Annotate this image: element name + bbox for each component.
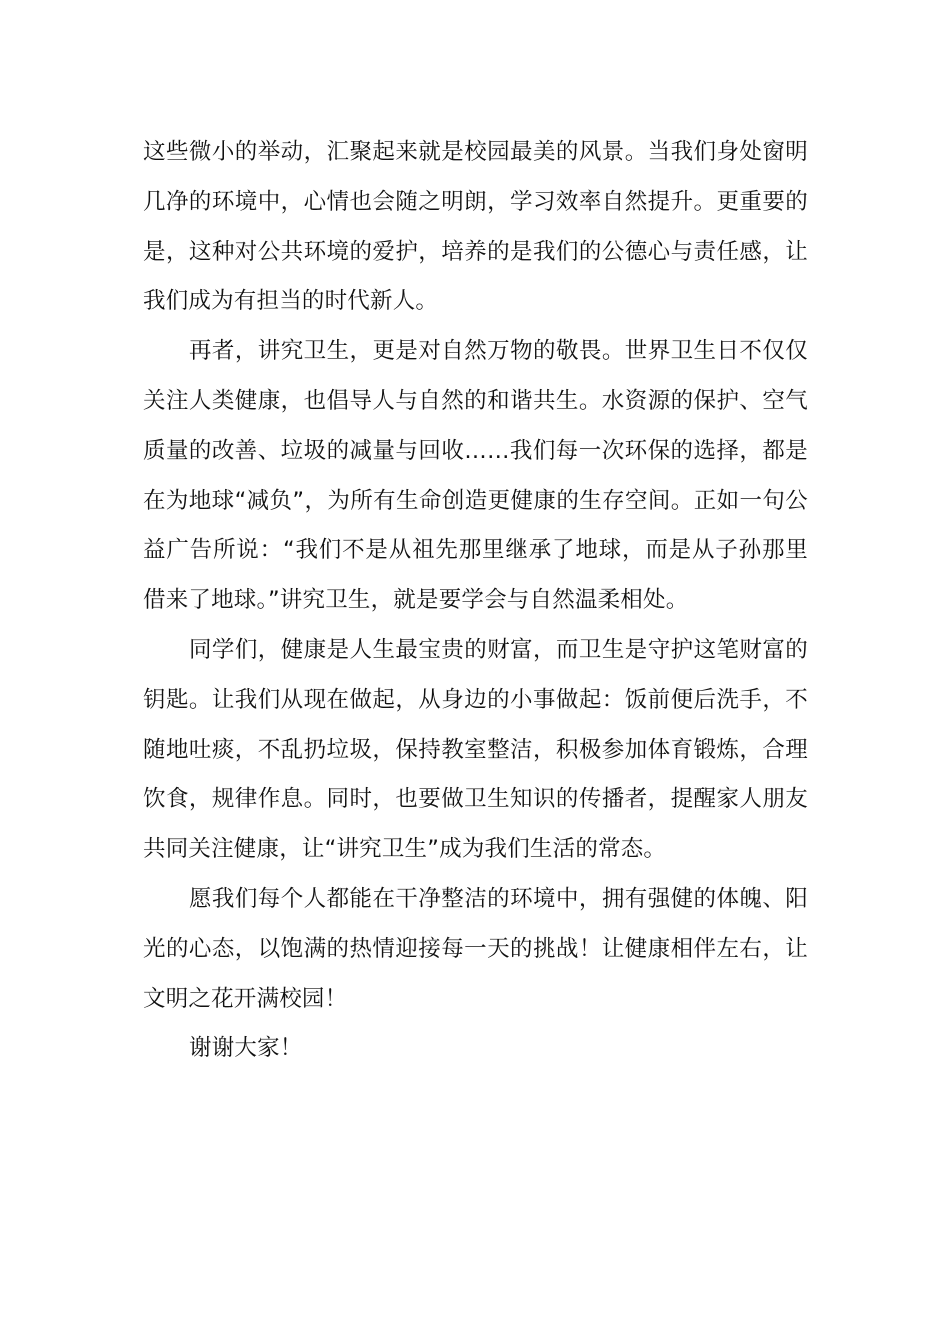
document-body	[143, 128, 808, 1074]
paragraph-continued: 这些微小的举动，汇聚起来就是校园最美的风景。当我们身处窗明几净的环境中，心情也会随之明朗，学习效率自然提升。更重要的是，这种对公共环境的爱护，培养的是我们的公德心与责任感，让我们成为有担当的时代新人。	[143, 139, 808, 315]
paragraph-call-to-action: 同学们，健康是人生最宝贵的财富，而卫生是守护这笔财富的钥匙。让我们从现在做起，从身边的小事做起：饭前便后洗手，不随地吐痰，不乱扔垃圾，保持教室整洁，积极参加体育锻炼，合理饮食，规律作息。同时，也要做卫生知识的传播者，提醒家人朋友共同关注健康，让“讲究卫生”成为我们生活的常态。	[143, 636, 808, 863]
paragraph-wishes: 愿我们每个人都能在干净整洁的环境中，拥有强健的体魄、阳光的心态，以饱满的热情迎接每一天的挑战！让健康相伴左右，让文明之花开满校园！	[143, 885, 808, 1012]
paragraph-nature: 再者，讲究卫生，更是对自然万物的敬畏。世界卫生日不仅仅关注人类健康，也倡导人与自然的和谐共生。水资源的保护、空气质量的改善、垃圾的减量与回收……我们每一次环保的选择，都是在为地球“减负”，为所有生命创造更健康的生存空间。正如一句公益广告所说：“我们不是从祖先那里继承了地球，而是从子孙那里借来了地球。”讲究卫生，就是要学会与自然温柔相处。	[143, 338, 808, 614]
paragraph-thanks: 谢谢大家！	[189, 1035, 303, 1062]
